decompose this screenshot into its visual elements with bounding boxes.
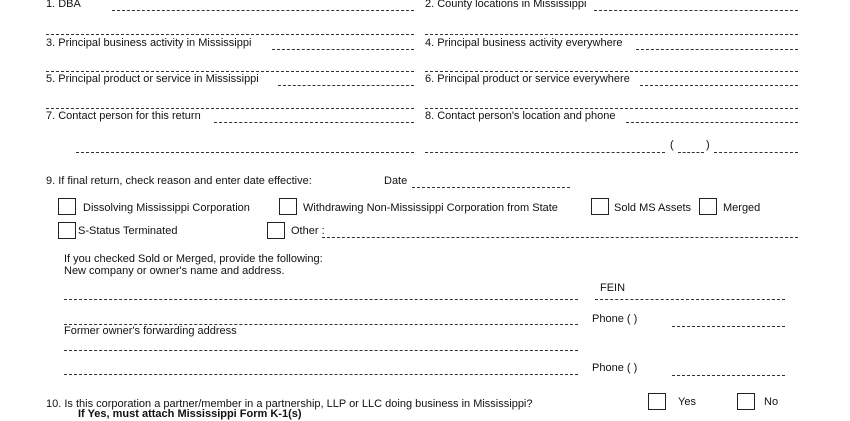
former-owner-line-1[interactable] (64, 350, 578, 351)
q10-yes-checkbox[interactable] (648, 393, 666, 410)
q10-no-label: No (764, 396, 779, 408)
fein-label: FEIN (600, 282, 626, 294)
q1-dba-line[interactable] (112, 10, 414, 11)
q10-label: 10. Is this corporation a partner/member in a partnership, LLP or LLC doing business in Mississippi? (46, 398, 533, 410)
q8-top-line (425, 108, 798, 109)
sold-merged-instruction: If you checked Sold or Merged, provide the following: (64, 253, 323, 265)
q5-top-line (46, 71, 414, 72)
new-owner-name-line[interactable] (64, 299, 578, 300)
former-owner-phone-line[interactable] (672, 375, 785, 376)
merged-label: Merged (723, 202, 761, 214)
s-status-label: S-Status Terminated (78, 225, 178, 237)
q8-location-line-2[interactable] (425, 152, 665, 153)
q5-product-line[interactable] (278, 85, 414, 86)
q4-label: 4. Principal business activity everywhere (425, 37, 623, 49)
withdrawing-label: Withdrawing Non-Mississippi Corporation from State (303, 202, 558, 214)
fein-line[interactable] (595, 299, 785, 300)
phone-label-1: Phone ( ) (592, 313, 638, 325)
q8-label: 8. Contact person's location and phone (425, 110, 616, 122)
q4-activity-line[interactable] (636, 49, 798, 50)
q3-top-line (46, 34, 414, 35)
withdrawing-checkbox[interactable] (279, 198, 297, 215)
q2-label: 2. County locations in Mississippi (425, 0, 587, 10)
sold-ms-assets-checkbox[interactable] (591, 198, 609, 215)
q8-phone-paren-close: ) (706, 139, 710, 151)
q5-label: 5. Principal product or service in Mississippi (46, 73, 259, 85)
q7-label: 7. Contact person for this return (46, 110, 201, 122)
q6-label: 6. Principal product or service everywhere (425, 73, 630, 85)
q6-top-line (425, 71, 798, 72)
q2-county-line[interactable] (594, 10, 798, 11)
q4-top-line (425, 34, 798, 35)
other-label: Other : (291, 225, 325, 237)
q7-top-line (46, 108, 414, 109)
q1-label: 1. DBA (46, 0, 81, 10)
phone-label-2: Phone ( ) (592, 362, 638, 374)
other-checkbox[interactable] (267, 222, 285, 239)
s-status-checkbox[interactable] (58, 222, 76, 239)
new-owner-phone-line[interactable] (672, 326, 785, 327)
merged-checkbox[interactable] (699, 198, 717, 215)
q8-location-line[interactable] (626, 122, 798, 123)
q3-activity-line[interactable] (272, 49, 414, 50)
q7-contact-line-2[interactable] (76, 152, 414, 153)
q8-area-code-line[interactable] (678, 152, 704, 153)
q9-date-label: Date (384, 175, 408, 187)
dissolving-label: Dissolving Mississippi Corporation (83, 202, 250, 214)
q8-phone-line[interactable] (714, 152, 798, 153)
former-owner-line-2[interactable] (64, 374, 578, 375)
q3-label: 3. Principal business activity in Mississippi (46, 37, 252, 49)
q6-product-line[interactable] (640, 85, 798, 86)
former-owner-label: Former owner's forwarding address (64, 325, 237, 337)
q10-yes-label: Yes (678, 396, 696, 408)
q10-sublabel: If Yes, must attach Mississippi Form K-1(s) (78, 408, 302, 420)
other-reason-line[interactable] (322, 237, 798, 238)
new-owner-instruction: New company or owner's name and address. (64, 265, 285, 277)
q8-phone-paren-open: ( (670, 139, 674, 151)
q9-label: 9. If final return, check reason and enter date effective: (46, 175, 312, 187)
dissolving-checkbox[interactable] (58, 198, 76, 215)
q9-date-line[interactable] (412, 187, 570, 188)
sold-ms-assets-label: Sold MS Assets (614, 202, 692, 214)
q7-contact-line[interactable] (214, 122, 414, 123)
q10-no-checkbox[interactable] (737, 393, 755, 410)
